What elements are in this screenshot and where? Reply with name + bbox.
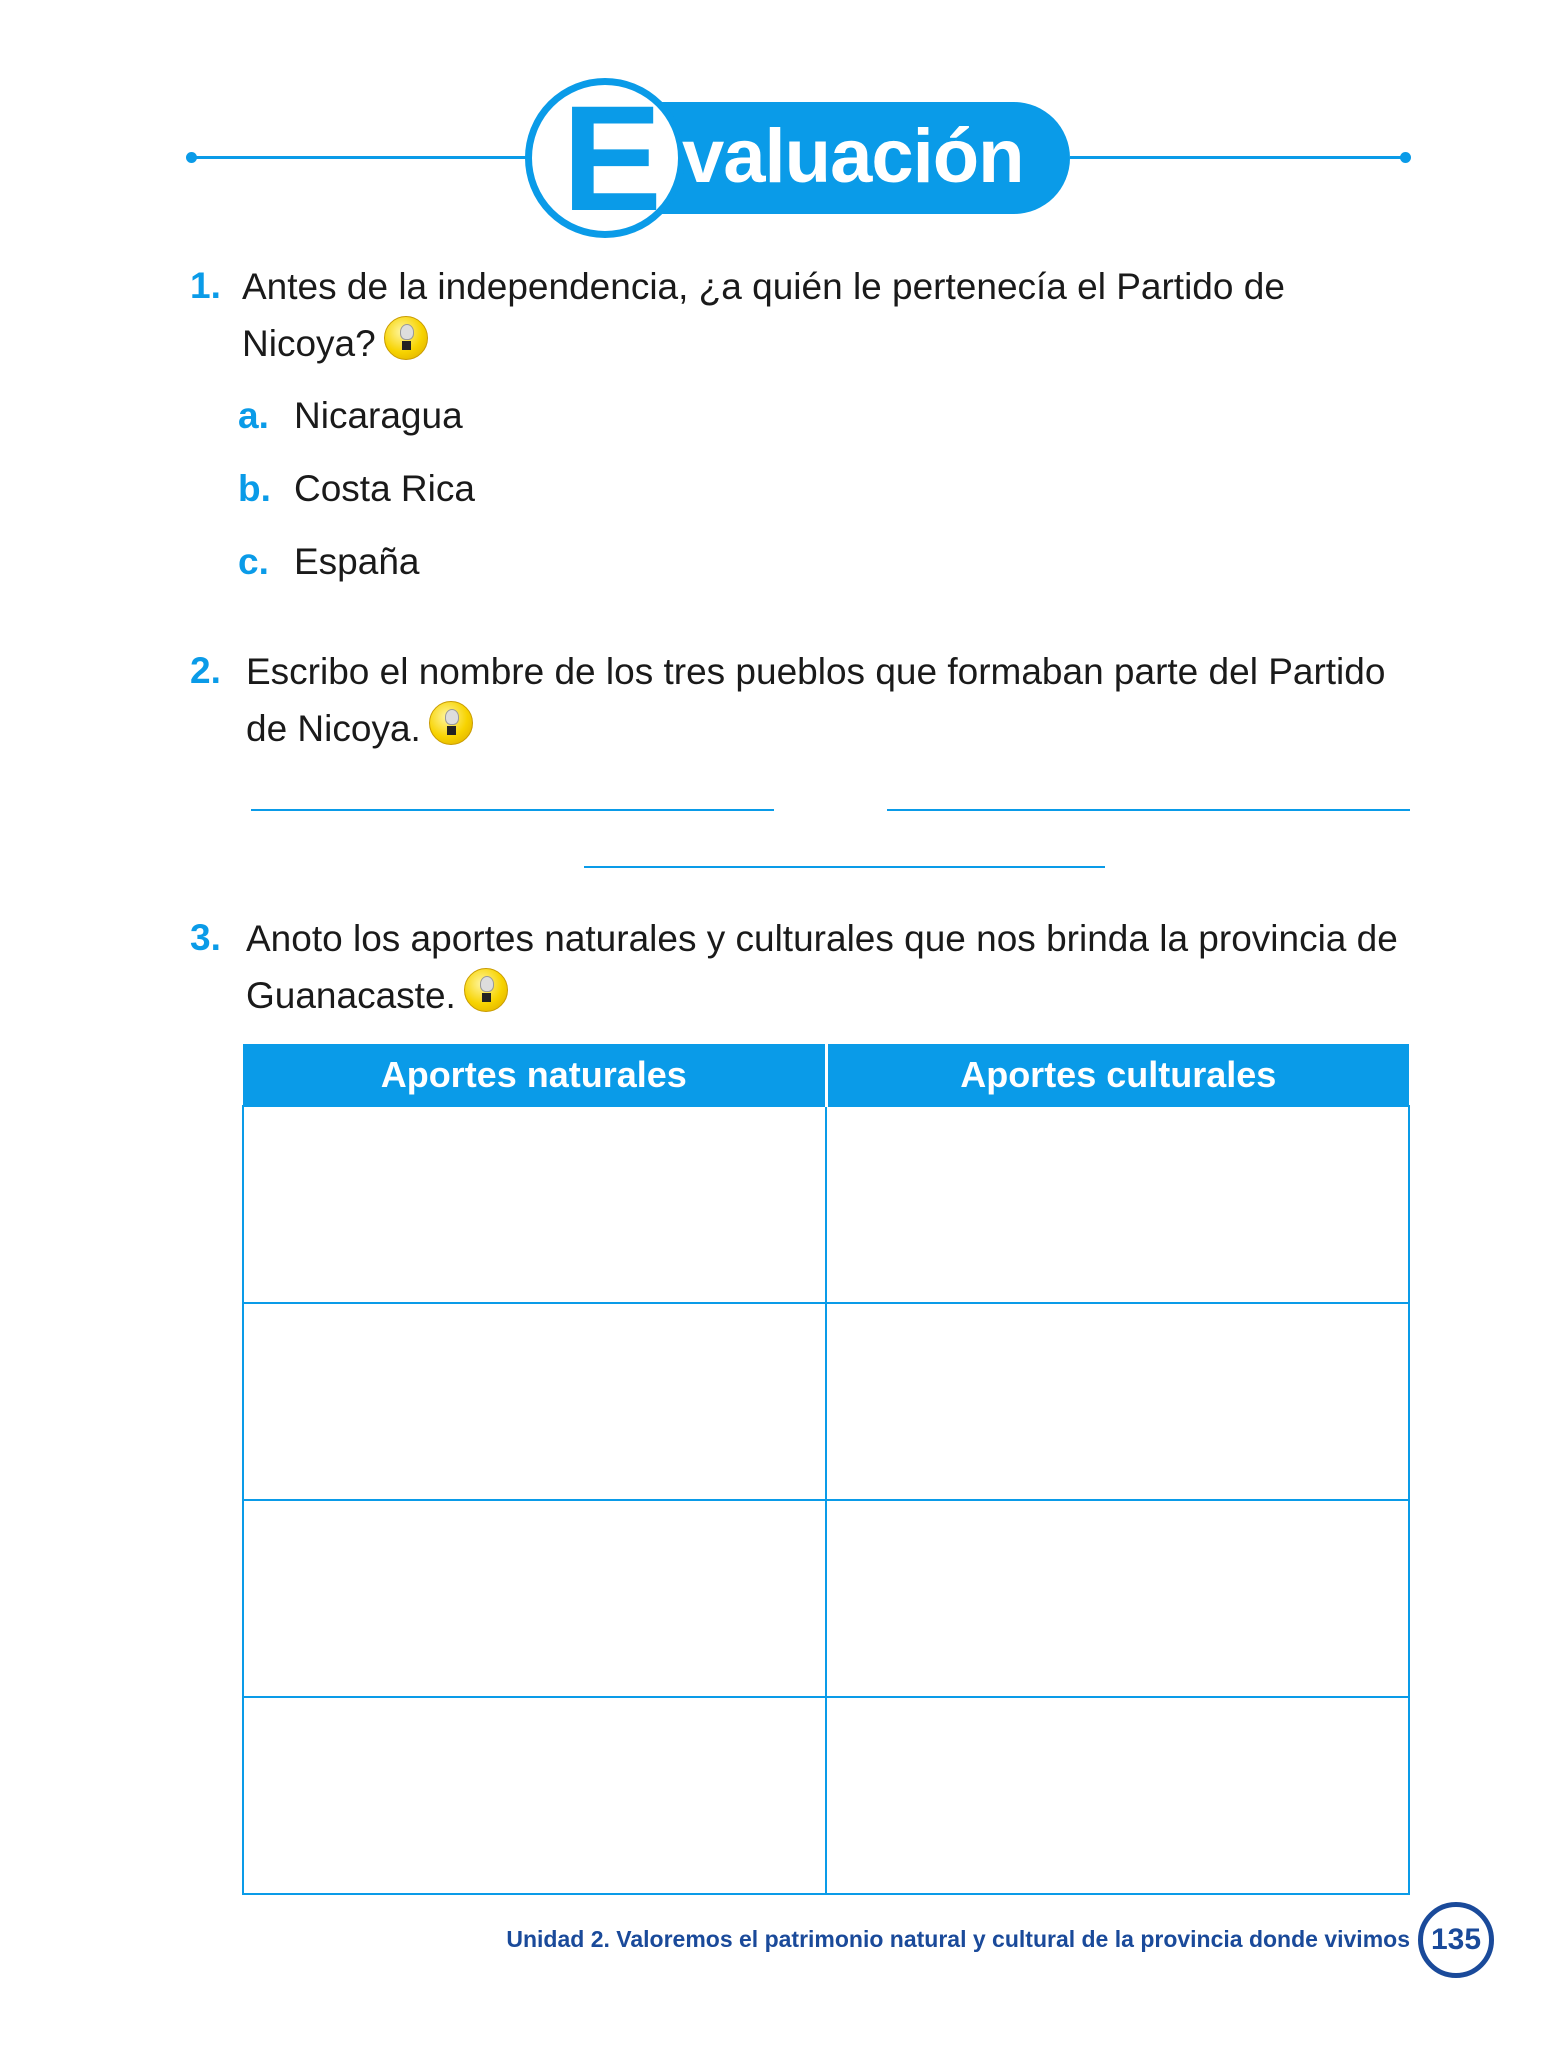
option-letter: a. [238, 395, 269, 436]
answer-cell[interactable] [826, 1303, 1409, 1500]
column-header-cultural: Aportes culturales [826, 1044, 1409, 1106]
header-dot-right [1400, 152, 1411, 163]
option-c[interactable] [238, 541, 420, 583]
option-b[interactable] [238, 468, 475, 510]
page-title: valuación [682, 114, 1024, 199]
table-row [243, 1106, 1409, 1303]
header-line-left [192, 156, 532, 159]
lightbulb-icon [384, 316, 428, 360]
question-2-number: 2. [190, 650, 221, 691]
table-row [243, 1303, 1409, 1500]
table-row [243, 1697, 1409, 1894]
question-2-label: Escribo el nombre de los tres pueblos que formaban parte del Partido de Nicoya. [246, 651, 1386, 749]
option-letter: c. [238, 541, 269, 582]
lightbulb-icon [429, 701, 473, 745]
footer-unit-text: Unidad 2. Valoremos el patrimonio natural y cultural de la provincia donde vivimos [506, 1926, 1410, 1952]
page-number: 135 [1418, 1902, 1494, 1978]
option-text: Nicaragua [294, 395, 463, 436]
answer-cell[interactable] [826, 1106, 1409, 1303]
question-3-number: 3. [190, 917, 221, 958]
column-header-natural: Aportes naturales [243, 1044, 826, 1106]
lightbulb-icon [464, 968, 508, 1012]
header-dot-left [186, 152, 197, 163]
question-3-label: Anoto los aportes naturales y culturales que nos brinda la provincia de Guanacaste. [246, 918, 1398, 1016]
answer-blank-2[interactable] [887, 809, 1410, 811]
contributions-table [242, 1044, 1410, 1895]
option-letter: b. [238, 468, 271, 509]
answer-cell[interactable] [243, 1697, 826, 1894]
answer-blank-1[interactable] [251, 809, 774, 811]
answer-cell[interactable] [243, 1500, 826, 1697]
answer-cell[interactable] [243, 1303, 826, 1500]
option-text: Costa Rica [294, 468, 475, 509]
option-text: España [294, 541, 420, 582]
question-1-label: Antes de la independencia, ¿a quién le pertenecía el Partido de Nicoya? [242, 266, 1285, 364]
option-a[interactable] [238, 395, 463, 437]
question-1-number: 1. [190, 265, 221, 306]
question-1-text [242, 258, 1362, 372]
question-3-text [246, 910, 1416, 1024]
answer-cell[interactable] [826, 1697, 1409, 1894]
header-line-right [1070, 156, 1406, 159]
table-header-row [243, 1044, 1409, 1106]
answer-cell[interactable] [826, 1500, 1409, 1697]
table-row [243, 1500, 1409, 1697]
question-2-text [246, 643, 1386, 757]
answer-blank-3[interactable] [584, 866, 1105, 868]
title-initial: E [562, 74, 663, 242]
answer-cell[interactable] [243, 1106, 826, 1303]
